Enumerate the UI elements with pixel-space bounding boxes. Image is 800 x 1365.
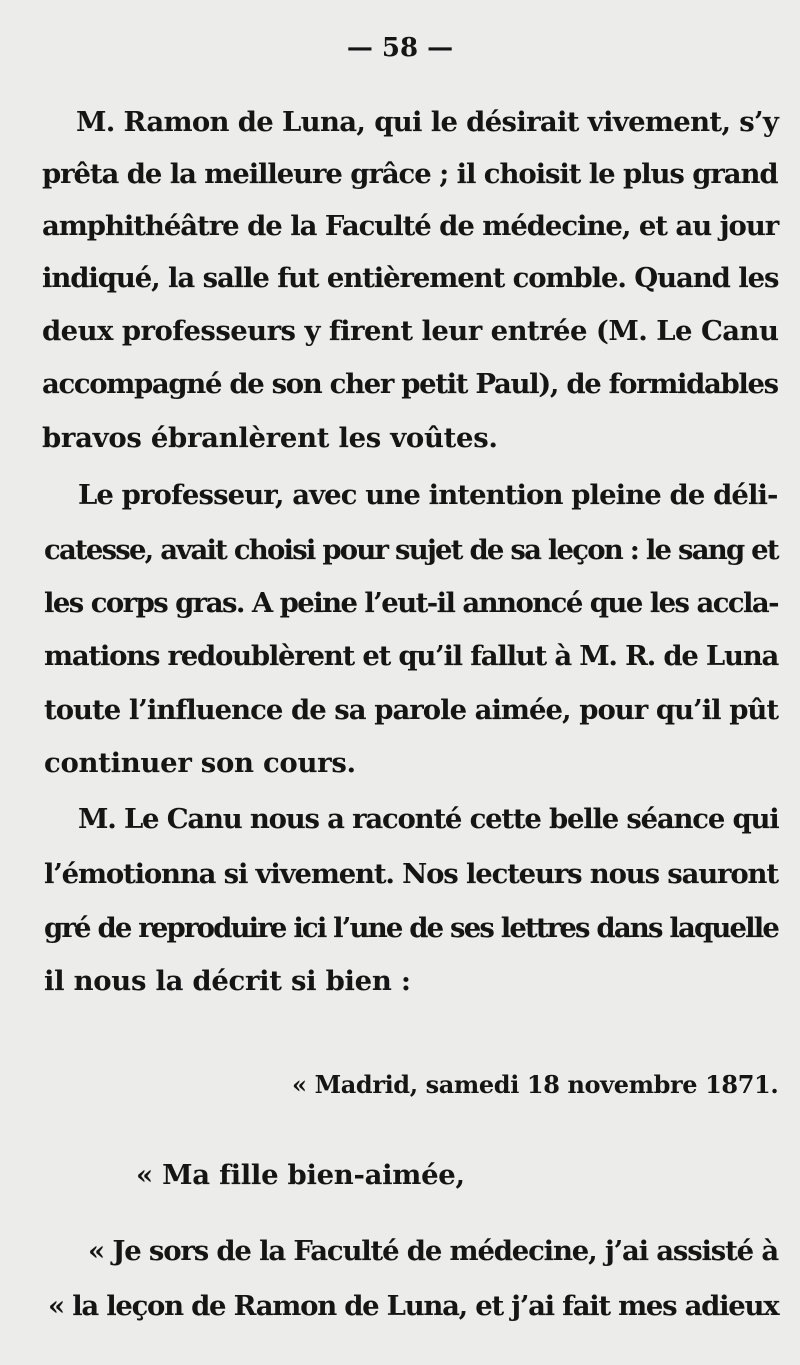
text-line: prêta de la meilleure grâce ; il choisit le plus grand — [42, 158, 778, 190]
text-line: Le professeur, avec une intention pleine de déli- — [78, 479, 778, 511]
text-line: bravos ébranlèrent les voûtes. — [42, 422, 498, 454]
letter-salutation: « Ma fille bien-aimée, — [136, 1159, 465, 1191]
text-line: il nous la décrit si bien : — [44, 965, 411, 997]
text-line: accompagné de son cher petit Paul), de formidables — [42, 368, 778, 400]
text-line: deux professeurs y firent leur entrée (M. Le Canu — [42, 315, 779, 347]
text-line: M. Ramon de Luna, qui le désirait vivement, s’y — [76, 106, 779, 138]
text-line: toute l’influence de sa parole aimée, pour qu’il pût — [44, 694, 779, 726]
text-line: gré de reproduire ici l’une de ses lettres dans laquelle — [44, 912, 779, 944]
page-number: — 58 — — [346, 33, 454, 63]
text-line: mations redoublèrent et qu’il fallut à M. R. de Luna — [44, 640, 779, 672]
text-line: M. Le Canu nous a raconté cette belle séance qui — [78, 803, 779, 835]
text-line: l’émotionna si vivement. Nos lecteurs nous sauront — [44, 858, 778, 890]
text-line: continuer son cours. — [44, 747, 356, 779]
text-line: catesse, avait choisi pour sujet de sa leçon : le sang et — [44, 534, 778, 566]
text-line: amphithéâtre de la Faculté de médecine, et au jour — [42, 210, 779, 242]
text-line: les corps gras. A peine l’eut-il annoncé que les accla- — [44, 587, 779, 619]
letter-line: « Je sors de la Faculté de médecine, j’ai assisté à — [88, 1235, 778, 1267]
letter-line: « la leçon de Ramon de Luna, et j’ai fait mes adieux — [48, 1290, 779, 1322]
text-line: indiqué, la salle fut entièrement comble. Quand les — [42, 262, 779, 294]
letter-dateline: « Madrid, samedi 18 novembre 1871. — [292, 1070, 779, 1099]
